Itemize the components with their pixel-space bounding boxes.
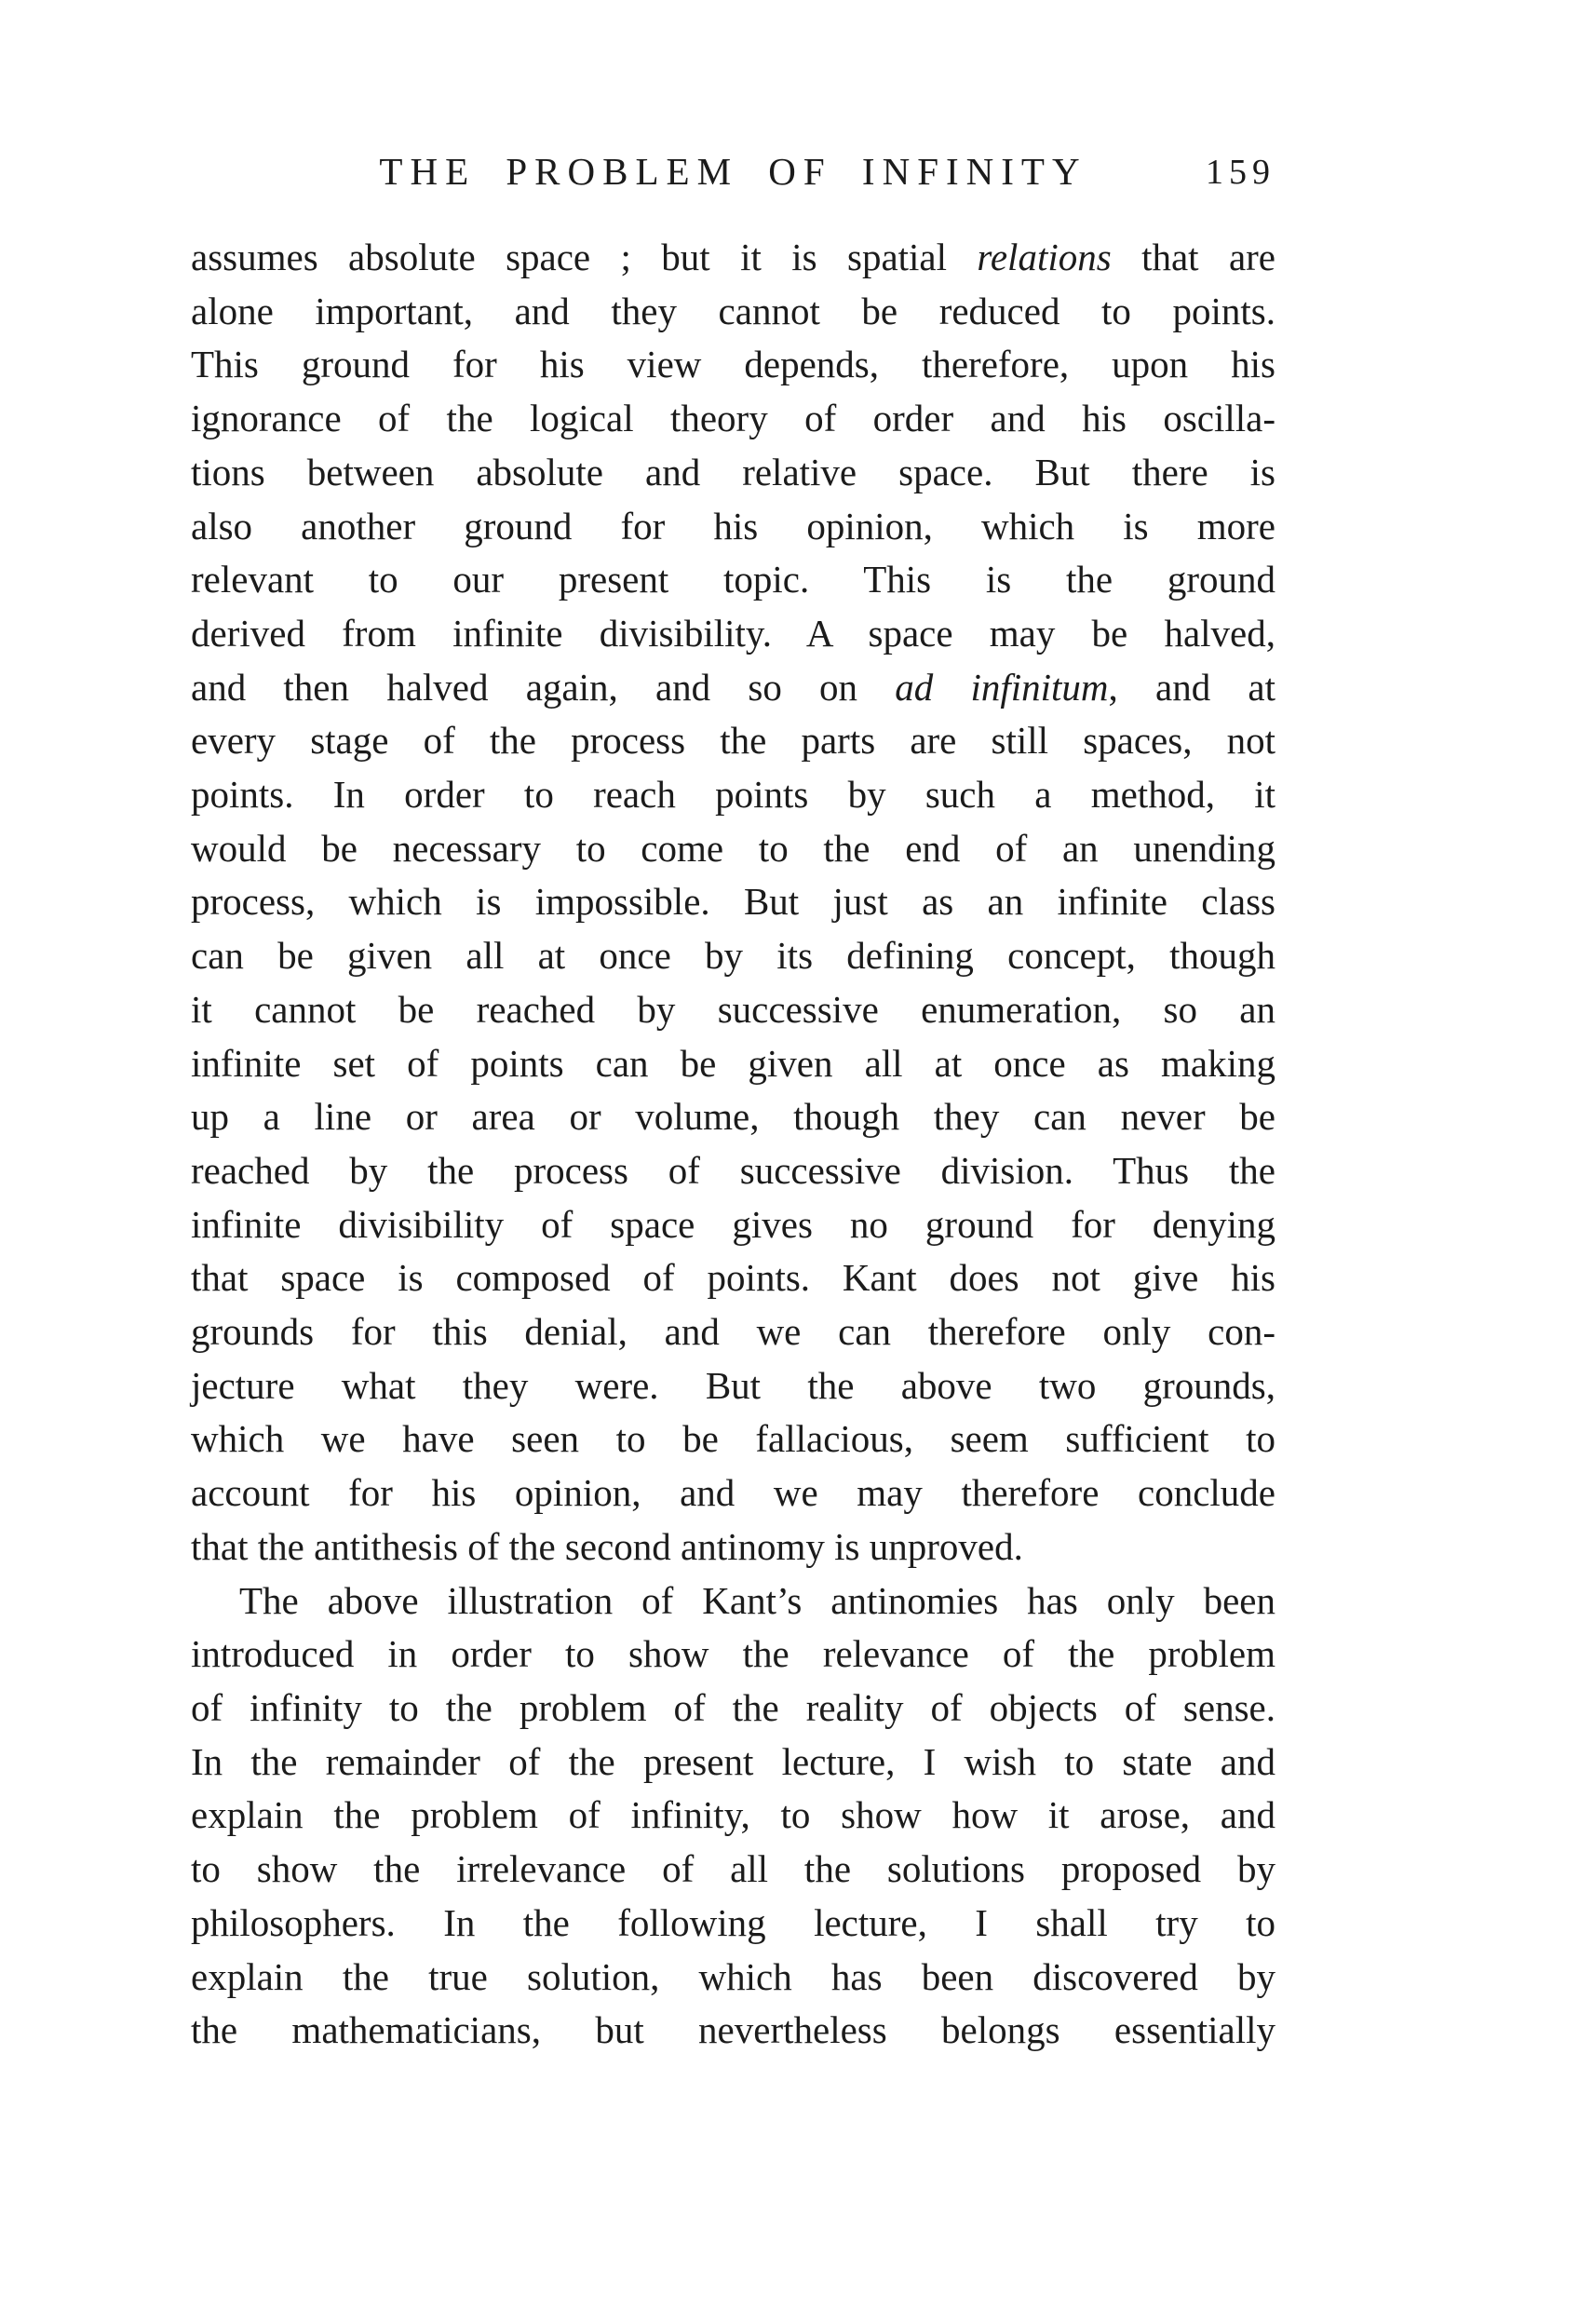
text-segment: the mathematicians, but nevertheless belongs essentially [191, 2008, 1275, 2052]
text-segment: tions between absolute and relative space. But there is [191, 450, 1275, 493]
text-line [191, 1412, 1275, 1466]
text-segment: derived from infinite divisibility. A space may be halved, [191, 611, 1275, 655]
text-line [191, 1037, 1275, 1091]
text-line [191, 1897, 1275, 1951]
text-line [191, 1305, 1275, 1359]
text-line [191, 714, 1275, 768]
text-segment: The above illustration of Kant’s antinomies has only been [239, 1578, 1275, 1622]
text-segment: introduced in order to show the relevance of the problem [191, 1632, 1275, 1676]
text-segment: In the remainder of the present lecture, I wish to state and [191, 1739, 1275, 1783]
text-segment: every stage of the process the parts are still spaces, not [191, 719, 1275, 763]
text-line [191, 1682, 1275, 1736]
text-segment: reached by the process of successive division. Thus the [191, 1148, 1275, 1192]
text-line [191, 1951, 1275, 2005]
text-segment: and then halved again, and so on [191, 665, 896, 709]
text-line [191, 875, 1275, 929]
text-segment: explain the problem of infinity, to show how it arose, and [191, 1793, 1275, 1837]
text-segment: This ground for his view depends, therefore, upon his [191, 343, 1275, 386]
text-segment: that are [1111, 236, 1276, 278]
text-line [191, 1090, 1275, 1144]
text-line [191, 607, 1275, 661]
text-segment: that space is composed of points. Kant does not give his [191, 1256, 1275, 1300]
text-segment: account for his opinion, and we may therefore conclude [191, 1471, 1275, 1515]
text-line [191, 553, 1275, 607]
text-segment: alone important, and they cannot be reduced to points. [191, 289, 1275, 332]
running-head [191, 149, 1275, 197]
text-segment: points. In order to reach points by such a method, it [191, 773, 1275, 817]
text-segment: can be given all at once by its defining concept, though [191, 934, 1275, 978]
text-segment: infinite divisibility of space gives no ground for denying [191, 1202, 1275, 1246]
text-segment: also another ground for his opinion, which is more [191, 504, 1275, 547]
text-segment: explain the true solution, which has been discovered by [191, 1954, 1275, 1998]
text-line [191, 1574, 1275, 1628]
text-line [191, 446, 1275, 500]
text-line [191, 1843, 1275, 1897]
text-line [191, 392, 1275, 446]
text-line [191, 338, 1275, 392]
text-line [191, 661, 1275, 715]
text-line [191, 2004, 1275, 2058]
text-segment: up a line or area or volume, though they can never be [191, 1095, 1275, 1139]
page-number: 159 [1206, 153, 1275, 192]
text-segment: , and at [1108, 665, 1275, 709]
text-segment: relevant to our present topic. This is the ground [191, 558, 1275, 601]
text-line [191, 1359, 1275, 1413]
text-segment: jecture what they were. But the above two grounds, [191, 1363, 1275, 1407]
italic-text: relations [977, 236, 1112, 278]
italic-text: ad infinitum [895, 665, 1109, 709]
text-segment: grounds for this denial, and we can therefore only con- [191, 1310, 1275, 1354]
text-segment: it cannot be reached by successive enumeration, so an [191, 987, 1275, 1031]
text-segment: ignorance of the logical theory of order and his oscilla- [191, 397, 1275, 440]
text-segment: assumes absolute space ; but it is spatial [191, 236, 978, 278]
text-line [191, 231, 1275, 285]
text-segment: that the antithesis of the second antinomy is unproved. [191, 1524, 1023, 1568]
text-line [191, 1736, 1275, 1790]
text-segment: infinite set of points can be given all at once as making [191, 1041, 1275, 1085]
text-line [191, 285, 1275, 339]
text-line [191, 1198, 1275, 1252]
text-line [191, 768, 1275, 822]
text-line [191, 1144, 1275, 1198]
text-segment: philosophers. In the following lecture, I shall try to [191, 1900, 1275, 1944]
text-segment: to show the irrelevance of all the solutions proposed by [191, 1847, 1275, 1891]
text-line [191, 1628, 1275, 1682]
text-line [191, 1520, 1275, 1574]
text-segment: which we have seen to be fallacious, seem sufficient to [191, 1417, 1275, 1461]
text-line [191, 1789, 1275, 1843]
text-segment: would be necessary to come to the end of an unending [191, 826, 1275, 870]
body-text [191, 231, 1275, 2058]
text-line [191, 1251, 1275, 1305]
text-line [191, 822, 1275, 876]
page-title: THE PROBLEM OF INFINITY [379, 150, 1087, 193]
text-line [191, 1466, 1275, 1520]
text-line [191, 500, 1275, 554]
text-line [191, 929, 1275, 983]
text-line [191, 983, 1275, 1037]
text-segment: of infinity to the problem of the reality of objects of sense. [191, 1685, 1275, 1729]
text-segment: process, which is impossible. But just as an infinite class [191, 880, 1275, 924]
